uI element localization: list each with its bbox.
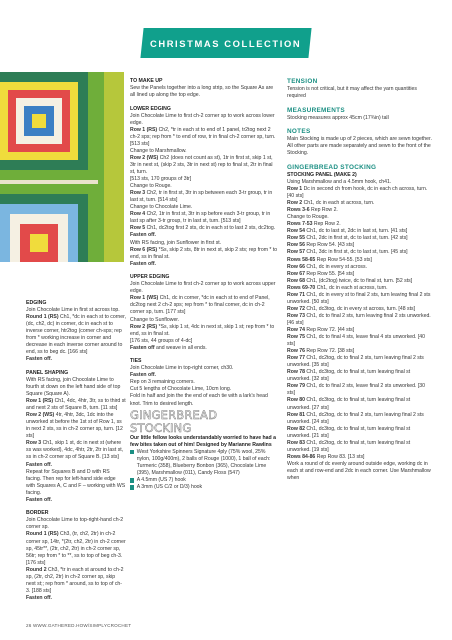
- instruction-text: [130, 240, 278, 247]
- instruction-text: [287, 249, 433, 256]
- instruction-text: [130, 247, 278, 261]
- instruction-text: [130, 338, 278, 345]
- row-label: Row 82: [287, 425, 305, 432]
- section-heading: GINGERBREAD STOCKING: [287, 163, 377, 171]
- row-text: Ch1, 4dc, 4htr, 3tr, ss to third st and next 2 sts of Square B, turn. [11 sts]: [26, 398, 126, 412]
- row-text: Ch1, dc in every st across.: [305, 263, 367, 270]
- instruction-text: [287, 383, 433, 397]
- instruction-text: [130, 379, 278, 386]
- instruction-text: [287, 86, 433, 100]
- instruction-text: [26, 412, 126, 440]
- instruction-text: [287, 397, 433, 411]
- row-text: Rep Row 54-55. [53 sts]: [315, 256, 372, 263]
- instruction-text: [130, 281, 278, 295]
- row-text: Ch1, dc2tog first 2 sts, dc in each st to last 2 sts, dc2tog.: [145, 225, 276, 232]
- row-text: Work a round of dc evenly around outside edge, working dc in each st and row-end and 2dc in each corner. Use Marshmallow when: [287, 460, 431, 481]
- row-text: and weave in all ends.: [154, 344, 207, 351]
- row-text: Change to Rouge.: [130, 183, 172, 190]
- instruction-text: [130, 127, 278, 148]
- instruction-text: [287, 334, 433, 348]
- row-label: Row 56: [287, 242, 305, 249]
- instruction-text: [26, 469, 126, 497]
- row-text: Change to Marshmallow.: [130, 147, 187, 154]
- row-text: Rep Row 54. [43 sts]: [305, 242, 355, 249]
- row-label: Row 1 (WS): [130, 295, 159, 302]
- row-text: Ch1, dc in each st across, turn.: [302, 200, 375, 207]
- section-heading: BORDER: [26, 510, 49, 517]
- row-text: Tension is not critical, but it may affect the yarn quantities required: [287, 86, 417, 100]
- row-label: Row 74: [287, 327, 305, 333]
- row-label: Row 78: [287, 369, 305, 376]
- row-text: Rep on 3 remaining corners.: [130, 379, 195, 386]
- instruction-text: [287, 143, 433, 157]
- row-text: Fold in half and join the the end of each tie with a lark's head knot. Trim to desired length.: [130, 393, 268, 407]
- row-text: Change to Sunflower.: [130, 316, 180, 323]
- instruction-text: [26, 517, 126, 531]
- row-label: Row 81: [287, 411, 305, 418]
- instruction-text: Fasten off.: [26, 356, 52, 363]
- section-heading: TIES: [130, 358, 142, 365]
- row-label: Round 1 (RS): [26, 314, 59, 321]
- row-text: Ch1, dc2tog, dc to final 2 sts, turn leaving final 2 sts unworked. [35 sts]: [287, 355, 424, 369]
- row-label: Row 3: [26, 440, 42, 447]
- row-text: Ch1, dc3tog, dc to final st, turn leaving final st unworked. [32 sts]: [287, 369, 411, 383]
- instruction-text: [287, 242, 433, 249]
- row-text: Ch1, dc to final 4 sts, leave final 4 sts unworked. [40 sts]: [287, 334, 426, 348]
- instruction-text: [26, 377, 126, 398]
- row-text: Join Chocolate Lime to first ch-2 corner sp to work across lower edge.: [130, 112, 275, 126]
- instruction-text: [287, 214, 433, 221]
- instruction-text: [130, 317, 278, 324]
- instruction-text: [287, 235, 433, 242]
- materials-text: West Yorkshire Spinners Signature 4ply (75% wool, 25% nylon, 100g/400m), 2 balls of Rouge (1000), 1 ball of each: Turmeric (358), Blueberry Bonbon (365), Chocolate Lime (395), Marshmallow (011), Candy Floss (547): [136, 448, 271, 476]
- row-text: Dc in second ch from hook, dc in each ch across, turn. [40 sts]: [287, 186, 428, 200]
- instruction-text: [287, 348, 433, 355]
- section-heading: TO MAKE UP: [130, 78, 163, 84]
- instruction-text: [26, 531, 126, 566]
- row-text: Ch1, (dc2tog) twice, dc to final st, turn. [52 sts]: [305, 277, 413, 284]
- instruction-text: [287, 278, 433, 285]
- row-text: Ch1, 2dc in first st, dc to last st, turn. [42 sts]: [305, 235, 408, 242]
- row-label: Row 76: [287, 348, 305, 355]
- bullet-square-icon: [130, 485, 134, 489]
- row-label: Row 83: [287, 439, 305, 446]
- materials-item: [130, 484, 278, 491]
- row-label: Rows 84-86: [287, 453, 316, 460]
- row-text: Rep Row 83. [13 sts]: [315, 453, 365, 460]
- row-text: Ch1, dc in every st to final 2 sts, turn leaving final 2 sts unworked. [50 sts]: [287, 291, 431, 305]
- instruction-text: [287, 264, 433, 271]
- pattern-intro: Our little fellow looks understandably worried to have had a few bites taken out of him! Designed by Marianne Rawlins: [130, 434, 276, 448]
- row-text: Main Stocking is made up of 2 pieces, which are sewn together.: [287, 136, 432, 143]
- pattern-title: GINGERBREAD STOCKING: [130, 407, 218, 435]
- section-heading: TENSION: [287, 78, 318, 85]
- row-label: Row 80: [287, 397, 305, 404]
- row-text: *Ss, skip 1 st, 4dc in next st, skip 1 st; rep from * to end, ss in final st.: [130, 323, 275, 337]
- instruction-text: [287, 369, 433, 383]
- materials-text: A 4.5mm (US 7) hook: [136, 476, 186, 483]
- row-text: Stocking measures approx 45cm (17¾in) tall: [287, 114, 389, 121]
- instruction-text: [287, 179, 433, 186]
- row-text: All other parts are made separately and sewn to the front of the Stocking.: [287, 143, 431, 157]
- row-text: Rep Row 55. [54 sts]: [305, 270, 355, 277]
- row-label: Row 1: [287, 186, 303, 193]
- materials-item: [130, 477, 278, 484]
- row-label: Rows 3-6: [287, 207, 310, 214]
- instruction-text: Fasten off.: [26, 496, 52, 503]
- row-label: Rows 58-65: [287, 256, 316, 263]
- row-label: Row 2 (WS): [26, 412, 55, 419]
- row-text: Cut 5 lengths of Chocolate Lime, 10cm long.: [130, 386, 232, 393]
- row-label: Row 5: [130, 225, 146, 232]
- row-text: Repeat for Squares B and D with RS facing. Then rep for left-hand side edge with Squares A, C and F – working with WS facing.: [26, 468, 126, 496]
- instruction-text: [287, 313, 433, 327]
- row-label: Row 79: [287, 383, 305, 390]
- instruction-text: [287, 412, 433, 426]
- instruction-text: [26, 314, 126, 356]
- instruction-text: Fasten off.: [26, 461, 52, 468]
- row-text: With RS facing, join Sunflower in first st.: [130, 239, 222, 246]
- instruction-text: [26, 440, 126, 461]
- row-text: Ch1, skip 1 st, dc in next st (where ss was worked), 4dc, 4htr, 2tr, 2tr in last st, ss in ch-2 corner sp of Square B. [13 sts]: [26, 440, 124, 461]
- row-text: Rep Row 72. [44 sts]: [305, 327, 355, 333]
- row-text: Ch1, dc to final 2 sts, turn leaving final 2 sts unworked. [46 sts]: [287, 312, 431, 326]
- banner-label: CHRISTMAS COLLECTION: [150, 37, 302, 49]
- instruction-text: [287, 200, 433, 207]
- instruction-text: [130, 183, 278, 190]
- row-label: Row 68: [287, 277, 305, 284]
- row-label: Row 6 (RS): [130, 246, 158, 253]
- instruction-text: [287, 228, 433, 235]
- instruction-text: [287, 221, 433, 228]
- instruction-text: [287, 207, 433, 214]
- row-text: Ch1, dc3tog, dc to final st, turn leaving final st unworked. [27 sts]: [287, 397, 411, 411]
- row-label: Row 57: [287, 249, 305, 256]
- instruction-text: [130, 386, 278, 393]
- materials-text: A 3mm (US C/2 or D/3) hook: [136, 483, 203, 490]
- row-text: Ch1, dc2tog, dc to final 2 sts, turn leaving final 2 sts unworked. [24 sts]: [287, 411, 424, 425]
- instruction-text: [26, 398, 126, 412]
- instruction-text: [130, 211, 278, 225]
- row-label: Round 2: [26, 566, 47, 573]
- instruction-text: [130, 204, 278, 211]
- instruction-text: [287, 271, 433, 278]
- section-heading: PANEL SHAPING: [26, 369, 69, 376]
- row-text: Ch1, dc to last st, 2dc in last st, turn. [41 sts]: [305, 228, 408, 235]
- row-label: Row 67: [287, 270, 305, 277]
- row-text: Ch2, *tr in each st to end of 1 panel, tr2tog next 2 ch-2 sps; rep from * to end of row, tr in final ch-2 corner sp, turn. [513 sts]: [130, 126, 276, 147]
- column-right: [287, 78, 433, 482]
- row-label: Row 54: [287, 228, 305, 235]
- materials-item: [130, 449, 278, 477]
- row-text: Ch2, 1tr in first st, 3tr in sp before each 3-tr group, tr in last sp after 3-tr group, tr in last st, turn. [513 sts]: [130, 211, 271, 225]
- instruction-text: [287, 306, 433, 313]
- page-number: 26: [26, 623, 32, 628]
- instruction-text: [130, 155, 278, 176]
- row-label: Row 66: [287, 263, 305, 270]
- instruction-text: [130, 345, 278, 352]
- section-heading: EDGING: [26, 300, 47, 306]
- row-text: Ch3, *tr in each st around to ch-2 sp, (2tr, ch2, 2tr) in ch-2 corner sp, skip next st;; rep from * around, ss to top of ch-3. [188 sts]: [26, 566, 124, 594]
- row-text: Ch1, *dc in each st to corner, (dc, ch2, dc) in corner, dc in each st to inverse corner, htr2tog (corner ch-sps; rep from * working increase in corner and decrease in each inverse corner around to end, ss to beg dc. [166 sts]: [26, 314, 126, 356]
- row-text: Change to Rouge.: [287, 214, 329, 221]
- row-text: Join Chocolate Lime in first st across top.: [26, 307, 120, 314]
- row-text: Change to Chocolate Lime.: [130, 204, 193, 211]
- row-text: Ch1, dc in corner, *dc in each st to end of Panel, dc2tog next 2 ch-2 sps; rep from * to final corner, dc in ch-2 corner sp, turn. [177 sts]: [130, 295, 270, 316]
- row-text: Ch1, dc2tog, dc to final st, turn leaving final st unworked. [19 sts]: [287, 439, 411, 453]
- row-text: [176 sts, 44 groups of 4-dc]: [130, 337, 193, 344]
- instruction-text: [287, 461, 433, 482]
- instruction-text: [287, 186, 433, 200]
- row-text: Rep Row 2.: [312, 221, 341, 228]
- instruction-text: [287, 115, 433, 122]
- row-label: Row 55: [287, 235, 305, 242]
- row-label: Row 2 (RS): [130, 323, 158, 330]
- row-text: Sew the Panels together into a long strip, so the Square As are all lined up along the top edge.: [130, 85, 274, 99]
- section-heading: STOCKING PANEL (MAKE 2): [287, 171, 357, 178]
- instruction-text: [130, 393, 278, 407]
- bullet-square-icon: [130, 478, 134, 482]
- row-text: Ch1, dc in each st across, turn.: [315, 284, 388, 291]
- row-label: Row 75: [287, 334, 305, 341]
- instruction-text: Fasten off.: [130, 372, 156, 379]
- section-heading: MEASUREMENTS: [287, 106, 345, 114]
- row-text: Ch1, dc to final 2 sts, leave final 2 sts unworked. [30 sts]: [287, 383, 426, 397]
- instruction-text: [287, 292, 433, 306]
- instruction-text: [26, 567, 126, 595]
- row-text: 4tr, 4htr, 3dc, 1dc into the unworked st before the 1st st of Row 1, ss in next 2 sts, ss in ch-2 corner sp, turn. [12 sts]: [26, 412, 123, 440]
- instruction-text: Fasten off.: [130, 260, 156, 267]
- row-text: Join Chocolate Lime to first ch-2 corner sp to work across upper edge.: [130, 281, 276, 295]
- instruction-text: [130, 176, 278, 183]
- section-banner: [140, 28, 311, 58]
- row-label: Fasten off: [130, 344, 155, 351]
- row-text: Join Chocolate Lime in top-right corner, ch30.: [130, 365, 234, 372]
- section-heading: NOTES: [287, 128, 311, 136]
- row-text: Ch1, dc3tog, dc in every st across, turn. [48 sts]: [305, 305, 416, 312]
- row-text: With RS facing, join Chocolate Lime to fourth st down on the left hand side of top Square (Square A).: [26, 376, 121, 398]
- row-label: Row 1 (RS): [130, 126, 158, 133]
- instruction-text: [130, 295, 278, 316]
- row-label: Row 4: [130, 211, 146, 218]
- instruction-text: [130, 324, 278, 338]
- instruction-text: [26, 307, 126, 314]
- row-text: Rep Row 2.: [309, 207, 338, 214]
- instruction-text: [287, 285, 433, 292]
- instruction-text: Fasten off.: [26, 594, 52, 601]
- row-label: Row 72: [287, 305, 305, 312]
- row-text: Ch1, dc3tog, dc to final st, turn leaving final st unworked. [21 sts]: [287, 425, 411, 439]
- bullet-square-icon: [130, 450, 134, 454]
- row-label: Row 3: [130, 190, 146, 197]
- instruction-text: [287, 136, 433, 143]
- row-label: Row 1 (RS): [26, 398, 54, 405]
- row-text: Rep Row 72. [38 sts]: [305, 348, 355, 355]
- row-label: Row 71: [287, 291, 305, 298]
- section-heading: UPPER EDGING: [130, 274, 170, 281]
- instruction-text: [287, 454, 433, 461]
- row-label: Row 2 (WS): [130, 154, 159, 161]
- row-text: *Ss, skip 2 sts, 8tr in next st, skip 2 sts; rep from * to end, ss in final st.: [130, 246, 278, 260]
- instruction-text: [130, 365, 278, 372]
- instruction-text: [287, 355, 433, 369]
- row-text: Join Chocolate Lime to top-right-hand ch-2 corner sp.: [26, 517, 124, 531]
- column-left: [26, 300, 126, 602]
- row-label: Row 2: [287, 200, 303, 207]
- row-label: Row 77: [287, 355, 305, 362]
- instruction-text: [287, 327, 433, 334]
- instruction-text: [130, 190, 278, 204]
- row-label: Rows 69-70: [287, 284, 316, 291]
- row-label: Rows 7-53: [287, 221, 313, 228]
- instruction-text: [130, 85, 278, 99]
- instruction-text: [130, 225, 278, 232]
- instruction-text: [130, 148, 278, 155]
- row-text: Ch2 (does not count as st), 1tr in first st, skip 1 st, 3tr in next st, (skip 2 sts, 3tr in next st) rep to final st, 2tr in final st, turn.: [130, 154, 273, 176]
- section-heading: LOWER EDGING: [130, 105, 171, 112]
- row-label: Row 73: [287, 312, 305, 319]
- granny-square-photo: [0, 72, 124, 262]
- instruction-text: [130, 113, 278, 127]
- instruction-text: [287, 426, 433, 440]
- row-text: Ch1, 3dc in first st, dc to last st, turn. [45 sts]: [305, 249, 408, 256]
- instruction-text: [287, 257, 433, 264]
- row-text: Using Marshmallow and a 4.5mm hook, ch41.: [287, 179, 392, 186]
- footer-url: WWW.GATHERED.HOW/SIMPLYCROCHET: [33, 623, 132, 628]
- row-text: Ch3, (tr, ch2, 2tr) in ch-2 corner sp, 14tr, *(2tr, ch2, 2tr) in ch-2 corner sp, 45tr**, (2tr, ch2, 2tr) in ch-2 corner sp, 56tr; rep from * to **, ss to top of beg ch-3. [176 sts]: [26, 531, 126, 566]
- row-text: Ch2, tr in first st, 3tr in sp between each 3-tr group, tr in last st, turn. [514 sts]: [130, 190, 273, 204]
- row-text: [513 sts, 170 groups of 3tr]: [130, 176, 192, 183]
- page-footer: [26, 623, 131, 628]
- row-label: Round 1 (RS): [26, 531, 59, 538]
- instruction-text: Fasten off.: [130, 232, 156, 239]
- column-middle: [130, 78, 278, 491]
- instruction-text: [287, 440, 433, 454]
